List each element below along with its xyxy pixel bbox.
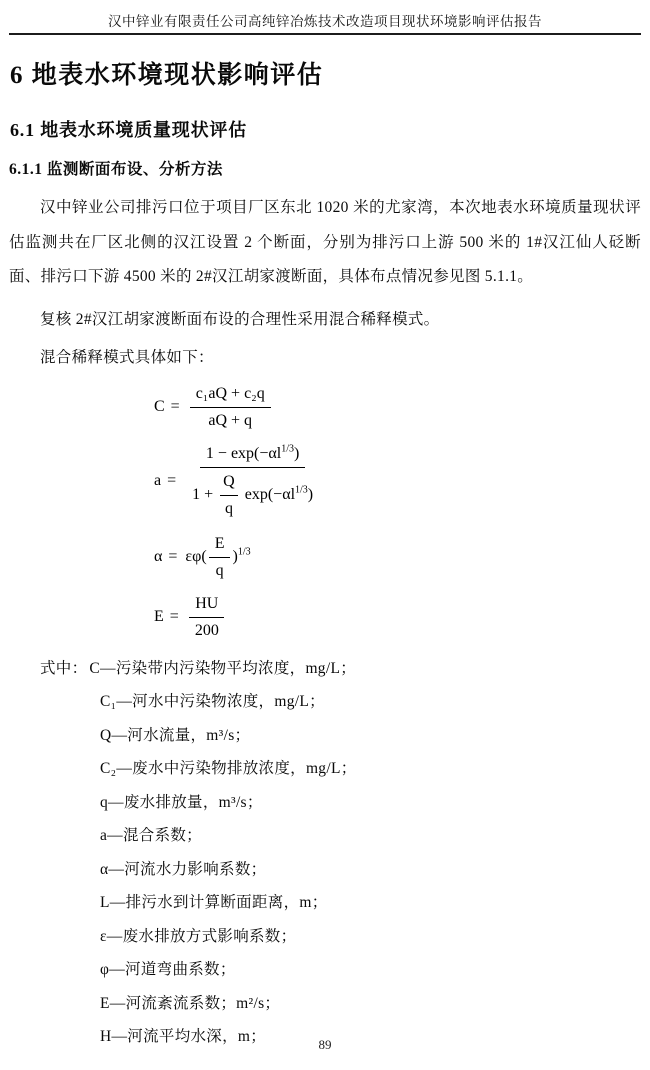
- fraction-numerator: HU: [195, 594, 219, 612]
- subsection-title: 6.1.1 监测断面布设、分析方法: [9, 161, 223, 178]
- page-number: 89: [318, 1037, 332, 1052]
- formula-lhs: a: [154, 471, 162, 489]
- definition-item: H—河流平均水深，m；: [100, 1028, 267, 1045]
- formula-mixing-coefficient: [9, 442, 641, 520]
- formula-lhs: C: [154, 397, 165, 415]
- fraction: [189, 592, 225, 642]
- formula-prefix: εφ(: [185, 547, 207, 565]
- formula-lhs: α: [154, 547, 163, 565]
- exponent: 1/3: [295, 484, 308, 496]
- exponent: 1/3: [281, 443, 295, 455]
- section-title: 6.1 地表水环境质量现状评估: [10, 120, 247, 140]
- definition-item: C₂—废水中污染物排放浓度，mg/L；: [100, 760, 357, 777]
- fraction-denominator: q: [215, 561, 224, 579]
- equals-sign: =: [167, 471, 177, 489]
- definition-item: a—混合系数；: [100, 827, 202, 844]
- equals-sign: =: [168, 547, 178, 565]
- definition-item: E—河流紊流系数；m²/s；: [100, 994, 281, 1012]
- exponent: 1/3: [237, 546, 251, 558]
- page-header: 汉中锌业有限责任公司高纯锌冶炼技术改造项目现状环境影响评估报告: [108, 14, 542, 29]
- formula-mixing-concentration: [9, 382, 641, 432]
- formula-diffusion-coefficient: [9, 592, 641, 642]
- fraction-denominator: 200: [194, 621, 219, 639]
- definition-text: C—污染带内污染物平均浓度，mg/L；: [89, 659, 357, 677]
- fraction: [190, 382, 271, 432]
- equals-sign: =: [170, 397, 180, 415]
- fraction-numerator: E: [214, 534, 225, 552]
- page-content: [0, 59, 650, 1054]
- definitions-list: [9, 652, 641, 1054]
- denominator-prefix: 1 +: [192, 485, 214, 503]
- nested-fraction: [220, 470, 238, 520]
- definition-item: C₁—河水中污染物浓度，mg/L；: [100, 693, 325, 710]
- fraction-denominator: aQ + q: [208, 411, 253, 429]
- definitions-prefix: 式中：: [40, 659, 88, 677]
- definition-item: α—河流水力影响系数；: [100, 860, 267, 878]
- fraction: [209, 532, 231, 582]
- nested-numerator: Q: [223, 472, 235, 490]
- formula-suffix: )$^{1/3}$: [232, 546, 251, 565]
- definition-item: q—废水排放量，m³/s；: [100, 793, 263, 811]
- fraction: [186, 442, 319, 520]
- formula-alpha-coefficient: [9, 532, 641, 582]
- paragraph-monitoring-sections: 汉中锌业公司排污口位于项目厂区东北 1020 米的尤家湾，本次地表水环境质量现状评估监测共在厂区北侧的汉江设置 2 个断面，分别为排污口上游 500 米的 1#汉江仙人砭断面、排污口下游 4500 米的 2#汉江胡家渡断面，具体布点情况参见图 5.1.1。: [9, 199, 641, 285]
- paragraph-model-intro: 混合稀释模式具体如下：: [40, 349, 214, 366]
- equals-sign: =: [169, 607, 179, 625]
- nested-denominator: q: [224, 499, 233, 517]
- paragraph-model-choice: 复核 2#汉江胡家渡断面布设的合理性采用混合稀释模式。: [40, 310, 440, 328]
- chapter-title: 6 地表水环境现状影响评估: [10, 62, 324, 89]
- definition-item: L—排污水到计算断面距离，m；: [100, 894, 328, 911]
- definition-item: [9, 652, 641, 686]
- denominator-text: $\exp(-\alpha l^{1/3})$: [244, 484, 314, 503]
- fraction-numerator: c₁aQ + c₂q: [195, 384, 265, 402]
- numerator-text: $1 - \exp(-\alpha l^{1/3})$: [205, 443, 300, 462]
- definition-item: Q—河水流量，m³/s；: [100, 726, 251, 744]
- formula-lhs: E: [154, 607, 164, 625]
- definition-item: φ—河道弯曲系数；: [100, 961, 236, 978]
- header-rule: [9, 33, 641, 35]
- definition-item: ε—废水排放方式影响系数；: [100, 927, 297, 945]
